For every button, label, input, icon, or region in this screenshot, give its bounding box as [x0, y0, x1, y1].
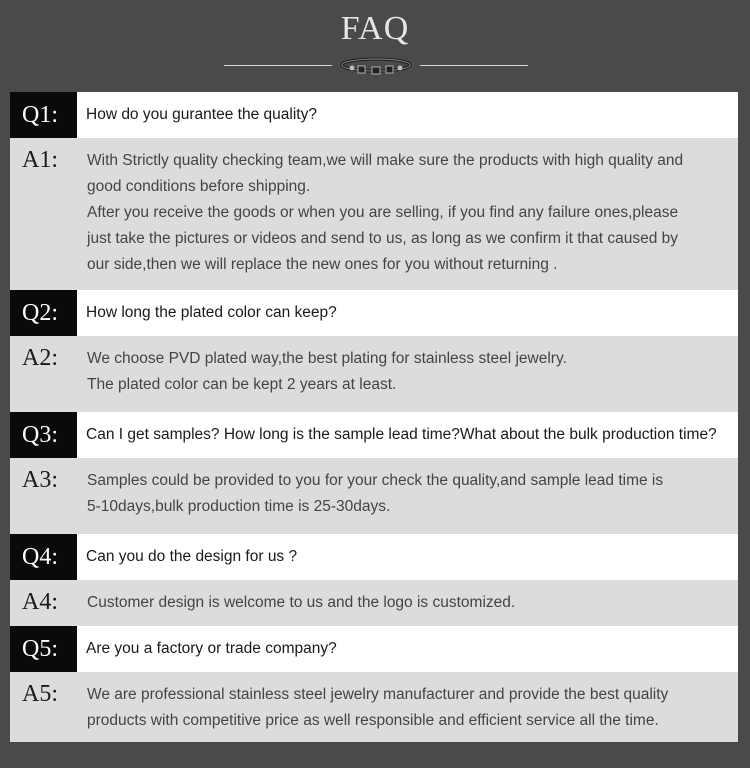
- answer-row-2: [10, 336, 738, 412]
- answer-text: [77, 672, 738, 742]
- question-label: Q3:: [10, 412, 77, 458]
- answer-label: A3:: [22, 467, 58, 493]
- question-text: Can I get samples? How long is the sample lead time?What about the bulk production time?: [86, 426, 717, 443]
- question-label: Q1:: [10, 92, 77, 138]
- answer-text: [77, 458, 738, 534]
- bracelet-icon: [338, 54, 414, 76]
- question-row-4: [10, 534, 738, 580]
- answer-line: 5-10days,bulk production time is 25-30days.: [87, 498, 391, 515]
- answer-line: We are professional stainless steel jewelry manufacturer and provide the best quality: [87, 686, 669, 703]
- faq-header: [0, 0, 750, 92]
- answer-line: Samples could be provided to you for your check the quality,and sample lead time is: [87, 472, 664, 489]
- faq-list: [10, 92, 738, 742]
- answer-row-5: [10, 672, 738, 742]
- question-row-1: [10, 92, 738, 138]
- answer-line: Customer design is welcome to us and the logo is customized.: [87, 594, 516, 611]
- answer-text: [77, 138, 738, 290]
- page-title: FAQ: [340, 10, 410, 47]
- answer-row-4: [10, 580, 738, 626]
- answer-label: A4:: [22, 589, 58, 615]
- answer-line: After you receive the goods or when you are selling, if you find any failure ones,please: [87, 204, 679, 221]
- answer-line: We choose PVD plated way,the best plating for stainless steel jewelry.: [87, 350, 567, 367]
- question-label: Q2:: [10, 290, 77, 336]
- answer-line: The plated color can be kept 2 years at least.: [87, 376, 397, 393]
- answer-text: [77, 336, 738, 412]
- answer-text: [77, 580, 738, 626]
- answer-line: just take the pictures or videos and send to us, as long as we confirm it that caused by: [87, 230, 679, 247]
- question-label: Q4:: [10, 534, 77, 580]
- answer-label: A1:: [22, 147, 58, 173]
- divider-right: [420, 65, 528, 66]
- answer-label: A5:: [22, 681, 58, 707]
- question-text: Can you do the design for us ?: [86, 548, 298, 565]
- answer-line: good conditions before shipping.: [87, 178, 311, 195]
- question-row-2: [10, 290, 738, 336]
- answer-row-3: [10, 458, 738, 534]
- question-label: Q5:: [10, 626, 77, 672]
- answer-row-1: [10, 138, 738, 290]
- answer-line: With Strictly quality checking team,we will make sure the products with high quality and: [87, 152, 684, 169]
- answer-label: A2:: [22, 345, 58, 371]
- question-row-5: [10, 626, 738, 672]
- question-text: How do you gurantee the quality?: [86, 106, 317, 123]
- answer-line: our side,then we will replace the new ones for you without returning .: [87, 256, 558, 273]
- question-text: Are you a factory or trade company?: [86, 640, 337, 657]
- divider-left: [224, 65, 332, 66]
- answer-line: products with competitive price as well responsible and efficient service all the time.: [87, 712, 659, 729]
- question-row-3: [10, 412, 738, 458]
- question-text: How long the plated color can keep?: [86, 304, 337, 321]
